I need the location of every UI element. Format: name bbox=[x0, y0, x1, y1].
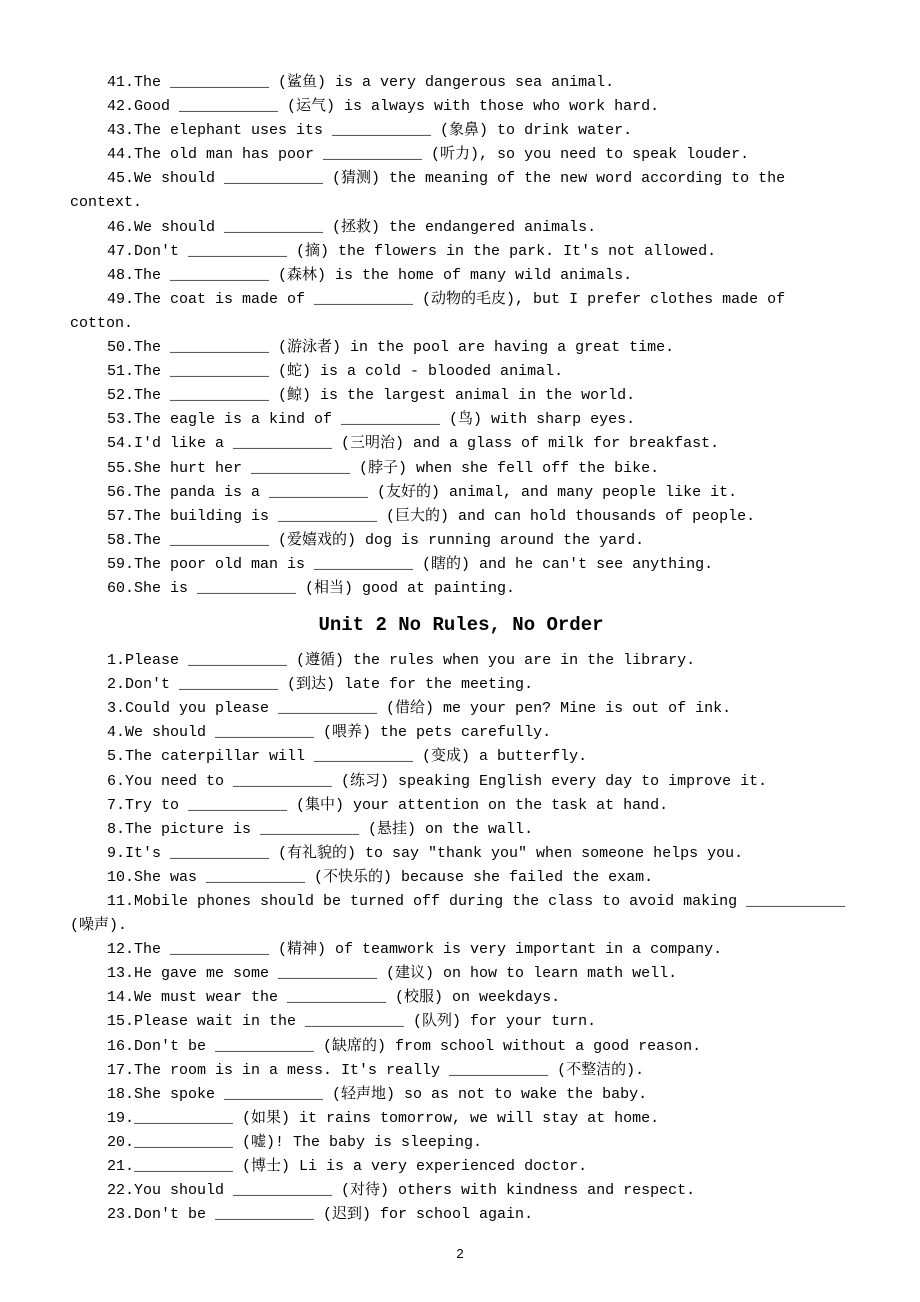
exercise-item: 57.The building is ___________ (巨大的) and can hold thousands of people. bbox=[107, 507, 756, 525]
exercise-item: 49.The coat is made of ___________ (动物的毛皮), but I prefer clothes made of cotton. bbox=[70, 290, 786, 332]
exercise-item: 8.The picture is ___________ (悬挂) on the wall. bbox=[107, 820, 534, 838]
exercise-item: 17.The room is in a mess. It's really ___________ (不整洁的). bbox=[107, 1061, 645, 1079]
exercise-item: 41.The ___________ (鲨鱼) is a very dangerous sea animal. bbox=[107, 74, 615, 91]
exercise-item: 54.I'd like a ___________ (三明治) and a glass of milk for breakfast. bbox=[107, 435, 720, 453]
exercise-item: 58.The ___________ (爱嬉戏的) dog is running around the yard. bbox=[107, 531, 645, 549]
exercise-item: 16.Don't be ___________ (缺席的) from school without a good reason. bbox=[107, 1037, 702, 1055]
exercise-item: 48.The ___________ (森林) is the home of many wild animals. bbox=[107, 266, 633, 284]
exercise-item: 42.Good ___________ (运气) is always with those who work hard. bbox=[107, 98, 660, 116]
exercise-item: 7.Try to ___________ (集中) your attention on the task at hand. bbox=[107, 796, 669, 814]
exercise-item: 20.___________ (嘘)! The baby is sleeping. bbox=[107, 1133, 483, 1151]
exercise-item: 52.The ___________ (鲸) is the largest animal in the world. bbox=[107, 387, 636, 405]
exercise-item: 50.The ___________ (游泳者) in the pool are having a great time. bbox=[107, 339, 675, 357]
exercise-item: 1.Please ___________ (遵循) the rules when you are in the library. bbox=[107, 652, 696, 670]
exercise-item: 23.Don't be ___________ (迟到) for school again. bbox=[107, 1206, 534, 1224]
exercise-item: 9.It's ___________ (有礼貌的) to say "thank you" when someone helps you. bbox=[107, 844, 744, 862]
exercise-item: 15.Please wait in the ___________ (队列) for your turn. bbox=[107, 1013, 597, 1031]
document-body bbox=[70, 71, 852, 1227]
section-title: Unit 2 No Rules, No Order bbox=[318, 614, 604, 637]
exercise-item: 60.She is ___________ (相当) good at painting. bbox=[107, 579, 516, 597]
exercise-item: 55.She hurt her ___________ (脖子) when she fell off the bike. bbox=[107, 459, 660, 477]
page-number: 2 bbox=[456, 1246, 464, 1261]
exercise-item: 3.Could you please ___________ (借给) me your pen? Mine is out of ink. bbox=[107, 700, 732, 718]
exercise-item: 43.The elephant uses its ___________ (象鼻) to drink water. bbox=[107, 122, 633, 140]
exercise-item: 22.You should ___________ (对待) others with kindness and respect. bbox=[107, 1182, 696, 1200]
exercise-item: 4.We should ___________ (喂养) the pets carefully. bbox=[107, 724, 552, 742]
exercise-item: 53.The eagle is a kind of ___________ (鸟) with sharp eyes. bbox=[107, 411, 636, 429]
exercise-item: 47.Don't ___________ (摘) the flowers in the park. It's not allowed. bbox=[107, 242, 717, 260]
exercise-item: 12.The ___________ (精神) of teamwork is very important in a company. bbox=[107, 941, 723, 959]
exercise-item: 11.Mobile phones should be turned off during the class to avoid making ___________ (噪声). bbox=[70, 893, 846, 935]
exercise-item: 45.We should ___________ (猜测) the meaning of the new word according to the context. bbox=[70, 170, 786, 212]
exercise-item: 56.The panda is a ___________ (友好的) animal, and many people like it. bbox=[107, 483, 738, 501]
exercise-item: 51.The ___________ (蛇) is a cold - blooded animal. bbox=[107, 363, 564, 381]
exercise-item: 13.He gave me some ___________ (建议) on how to learn math well. bbox=[107, 965, 678, 983]
exercise-item: 19.___________ (如果) it rains tomorrow, we will stay at home. bbox=[107, 1109, 660, 1127]
exercise-item: 44.The old man has poor ___________ (听力), so you need to speak louder. bbox=[107, 146, 750, 164]
exercise-item: 46.We should ___________ (拯救) the endangered animals. bbox=[107, 218, 597, 236]
exercise-item: 2.Don't ___________ (到达) late for the meeting. bbox=[107, 676, 534, 694]
exercise-item: 5.The caterpillar will ___________ (变成) a butterfly. bbox=[107, 748, 588, 766]
exercise-item: 6.You need to ___________ (练习) speaking English every day to improve it. bbox=[107, 772, 768, 790]
exercise-list-unit2 bbox=[70, 649, 852, 1227]
exercise-item: 18.She spoke ___________ (轻声地) so as not to wake the baby. bbox=[107, 1085, 648, 1103]
exercise-item: 14.We must wear the ___________ (校服) on weekdays. bbox=[107, 989, 561, 1007]
exercise-item: 59.The poor old man is ___________ (瞎的) and he can't see anything. bbox=[107, 555, 714, 573]
exercise-list-unit1-continued bbox=[70, 71, 852, 601]
exercise-item: 21.___________ (博士) Li is a very experienced doctor. bbox=[107, 1158, 588, 1176]
exercise-item: 10.She was ___________ (不快乐的) because she failed the exam. bbox=[107, 868, 654, 886]
